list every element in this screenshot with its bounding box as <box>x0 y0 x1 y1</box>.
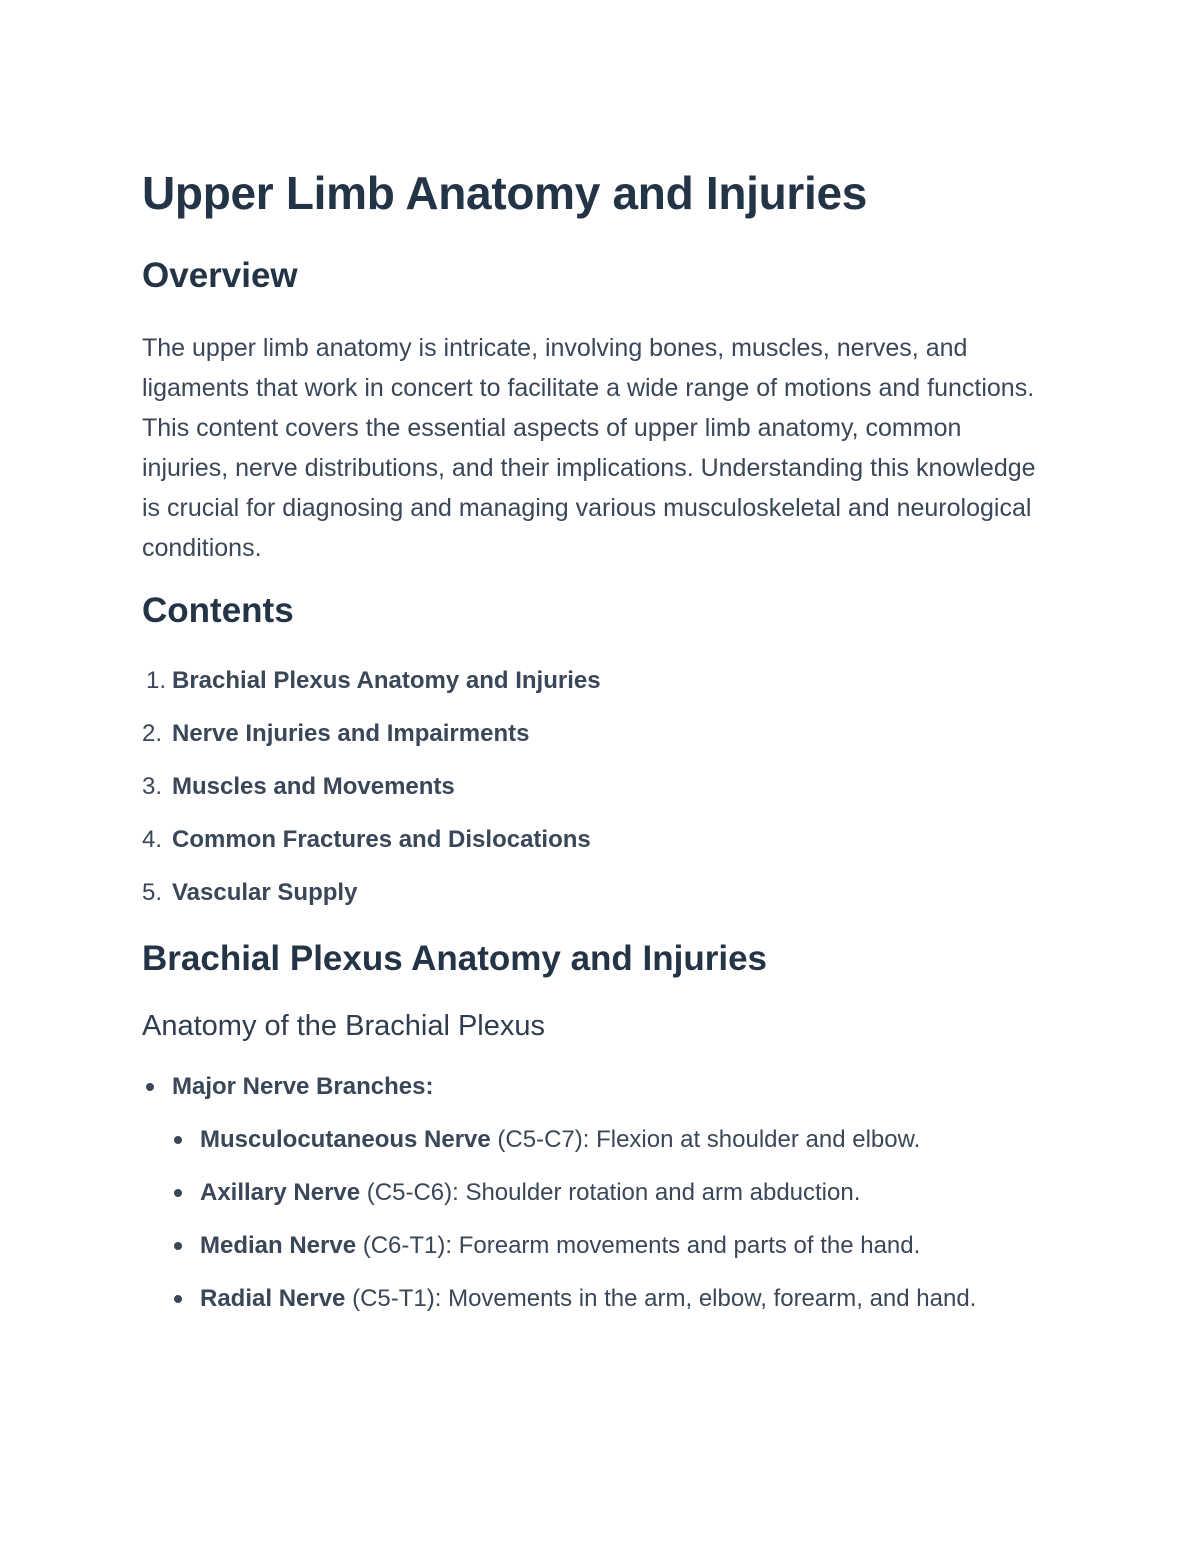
toc-item[interactable] <box>142 821 601 874</box>
toc-item[interactable] <box>142 768 601 821</box>
nerve-name: Axillary Nerve <box>200 1179 361 1206</box>
nerve-name: Musculocutaneous Nerve <box>200 1126 491 1153</box>
toc-item-label[interactable]: Brachial Plexus Anatomy and Injuries <box>172 667 601 694</box>
nerve-detail: (C5-C7): Flexion at shoulder and elbow. <box>490 1126 921 1153</box>
bullet-icon <box>174 1189 182 1197</box>
bullet-icon <box>146 1083 154 1091</box>
contents-heading: Contents <box>142 591 294 630</box>
major-nerve-branches-label: Major Nerve Branches: <box>172 1073 434 1100</box>
list-item <box>142 1174 1020 1227</box>
toc-item-label[interactable]: Common Fractures and Dislocations <box>172 826 591 853</box>
list-item <box>142 1068 1020 1121</box>
toc-item[interactable] <box>142 874 601 927</box>
toc-item-number: 1. <box>146 667 167 694</box>
toc-item-number: 5. <box>142 879 163 906</box>
toc-item[interactable] <box>142 662 601 715</box>
overview-heading: Overview <box>142 256 298 295</box>
nerve-branch-list <box>142 1068 1020 1318</box>
nerve-detail: (C5-C6): Shoulder rotation and arm abduction. <box>360 1179 861 1206</box>
bullet-icon <box>174 1295 182 1303</box>
nerve-detail: (C6-T1): Forearm movements and parts of the hand. <box>356 1232 921 1259</box>
toc-item[interactable] <box>142 715 601 768</box>
nerve-detail: (C5-T1): Movements in the arm, elbow, forearm, and hand. <box>345 1285 977 1312</box>
toc-item-label[interactable]: Muscles and Movements <box>172 773 455 800</box>
bullet-icon <box>174 1242 182 1250</box>
toc-item-label[interactable]: Vascular Supply <box>172 879 358 906</box>
subheading-anatomy-brachial-plexus: Anatomy of the Brachial Plexus <box>142 1010 545 1042</box>
list-item <box>142 1227 1020 1280</box>
list-item <box>142 1121 1020 1174</box>
toc-item-number: 2. <box>142 720 163 747</box>
page-title: Upper Limb Anatomy and Injuries <box>142 167 868 219</box>
table-of-contents <box>142 662 601 927</box>
overview-paragraph: The upper limb anatomy is intricate, involving bones, muscles, nerves, and ligaments that work in concert to facilitate a wide range of motions and functions. This content covers the essential aspects of upper limb anatomy, common injuries, nerve distributions, and their implications. Understanding this knowledge is crucial for diagnosing and managing various musculoskeletal and neurological conditions. <box>142 334 1036 562</box>
nerve-name: Median Nerve <box>200 1232 357 1259</box>
section-heading-brachial-plexus: Brachial Plexus Anatomy and Injuries <box>142 939 768 978</box>
nerve-name: Radial Nerve <box>200 1285 346 1312</box>
toc-item-number: 4. <box>142 826 163 853</box>
bullet-icon <box>174 1136 182 1144</box>
toc-item-label[interactable]: Nerve Injuries and Impairments <box>172 720 530 747</box>
list-item <box>142 1280 1000 1318</box>
toc-item-number: 3. <box>142 773 163 800</box>
